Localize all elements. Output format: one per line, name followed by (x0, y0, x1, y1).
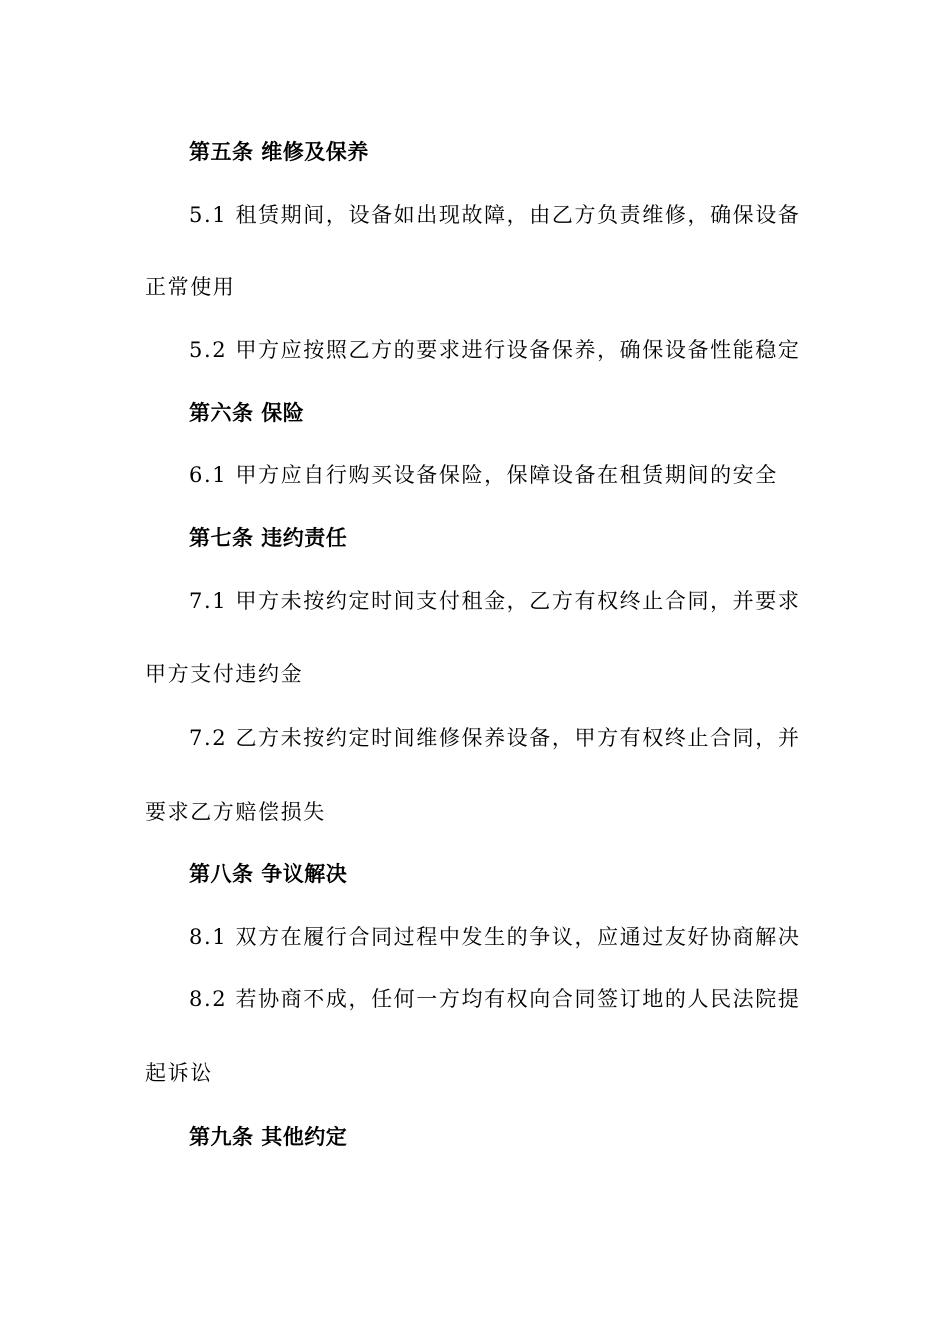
clause-7-1: 7.1 甲方未按约定时间支付租金，乙方有权终止合同，并要求 (189, 589, 801, 613)
section-9-heading: 第九条 其他约定 (189, 1124, 348, 1149)
section-6-heading: 第六条 保险 (189, 400, 305, 425)
clause-8-2-continued: 起诉讼 (145, 1061, 213, 1085)
clause-8-2: 8.2 若协商不成，任何一方均有权向合同签订地的人民法院提 (189, 987, 801, 1011)
clause-5-2: 5.2 甲方应按照乙方的要求进行设备保养，确保设备性能稳定 (189, 338, 801, 362)
clause-7-2: 7.2 乙方未按约定时间维修保养设备，甲方有权终止合同，并 (189, 726, 801, 750)
section-7-heading: 第七条 违约责任 (189, 525, 348, 550)
section-5-heading: 第五条 维修及保养 (189, 139, 369, 164)
clause-7-1-continued: 甲方支付违约金 (145, 662, 304, 686)
section-8-heading: 第八条 争议解决 (189, 861, 348, 886)
clause-8-1: 8.1 双方在履行合同过程中发生的争议，应通过友好协商解决 (189, 925, 801, 949)
clause-5-1-continued: 正常使用 (145, 275, 236, 299)
clause-5-1: 5.1 租赁期间，设备如出现故障，由乙方负责维修，确保设备 (189, 203, 801, 227)
clause-7-2-continued: 要求乙方赔偿损失 (145, 800, 326, 824)
clause-6-1: 6.1 甲方应自行购买设备保险，保障设备在租赁期间的安全 (189, 463, 778, 487)
